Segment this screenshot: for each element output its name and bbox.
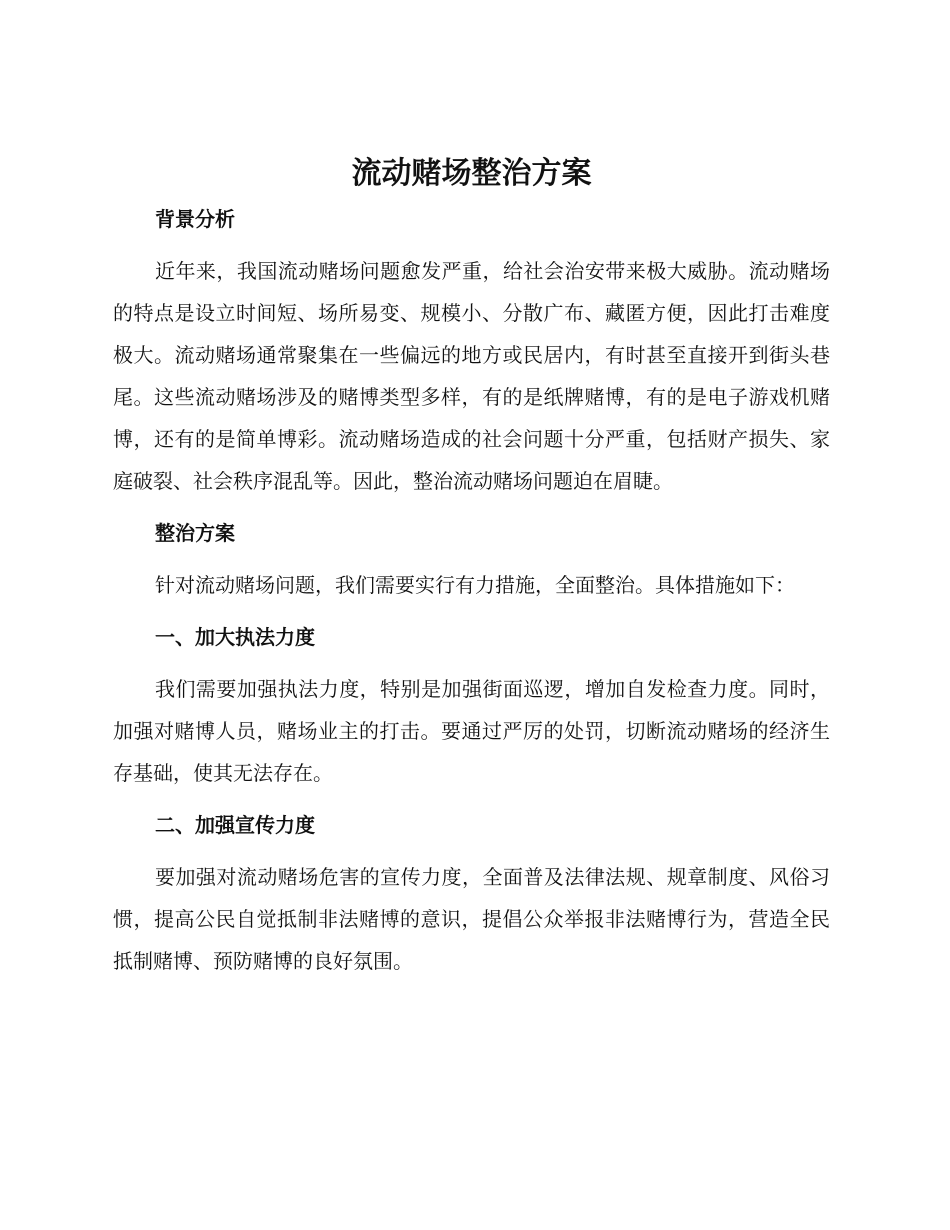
document-page: [113, 152, 830, 982]
section-heading: 一、加大执法力度: [155, 625, 315, 649]
section-enforcement: [113, 618, 830, 806]
section-paragraph: 针对流动赌场问题，我们需要实行有力措施，全面整治。具体措施如下：: [155, 573, 795, 597]
section-background: [113, 200, 830, 514]
section-heading: 背景分析: [155, 207, 235, 231]
section-publicity: [113, 806, 830, 982]
page-title: 流动赌场整治方案: [351, 156, 592, 191]
section-paragraph: 要加强对流动赌场危害的宣传力度，全面普及法律法规、规章制度、风俗习惯，提高公民自觉抵制非法赌博的意识，提倡公众举报非法赌博行为，营造全民抵制赌博、预防赌博的良好氛围。: [113, 865, 830, 973]
section-heading: 整治方案: [155, 521, 235, 545]
section-plan: [113, 514, 830, 618]
section-paragraph: 近年来，我国流动赌场问题愈发严重，给社会治安带来极大威胁。流动赌场的特点是设立时间短、场所易变、规模小、分散广布、藏匿方便，因此打击难度极大。流动赌场通常聚集在一些偏远的地方或民居内，有时甚至直接开到街头巷尾。这些流动赌场涉及的赌博类型多样，有的是纸牌赌博，有的是电子游戏机赌博，还有的是简单博彩。流动赌场造成的社会问题十分严重，包括财产损失、家庭破裂、社会秩序混乱等。因此，整治流动赌场问题迫在眉睫。: [113, 259, 830, 493]
section-heading: 二、加强宣传力度: [155, 813, 315, 837]
section-paragraph: 我们需要加强执法力度，特别是加强街面巡逻，增加自发检查力度。同时，加强对赌博人员，赌场业主的打击。要通过严厉的处罚，切断流动赌场的经济生存基础，使其无法存在。: [113, 677, 830, 785]
